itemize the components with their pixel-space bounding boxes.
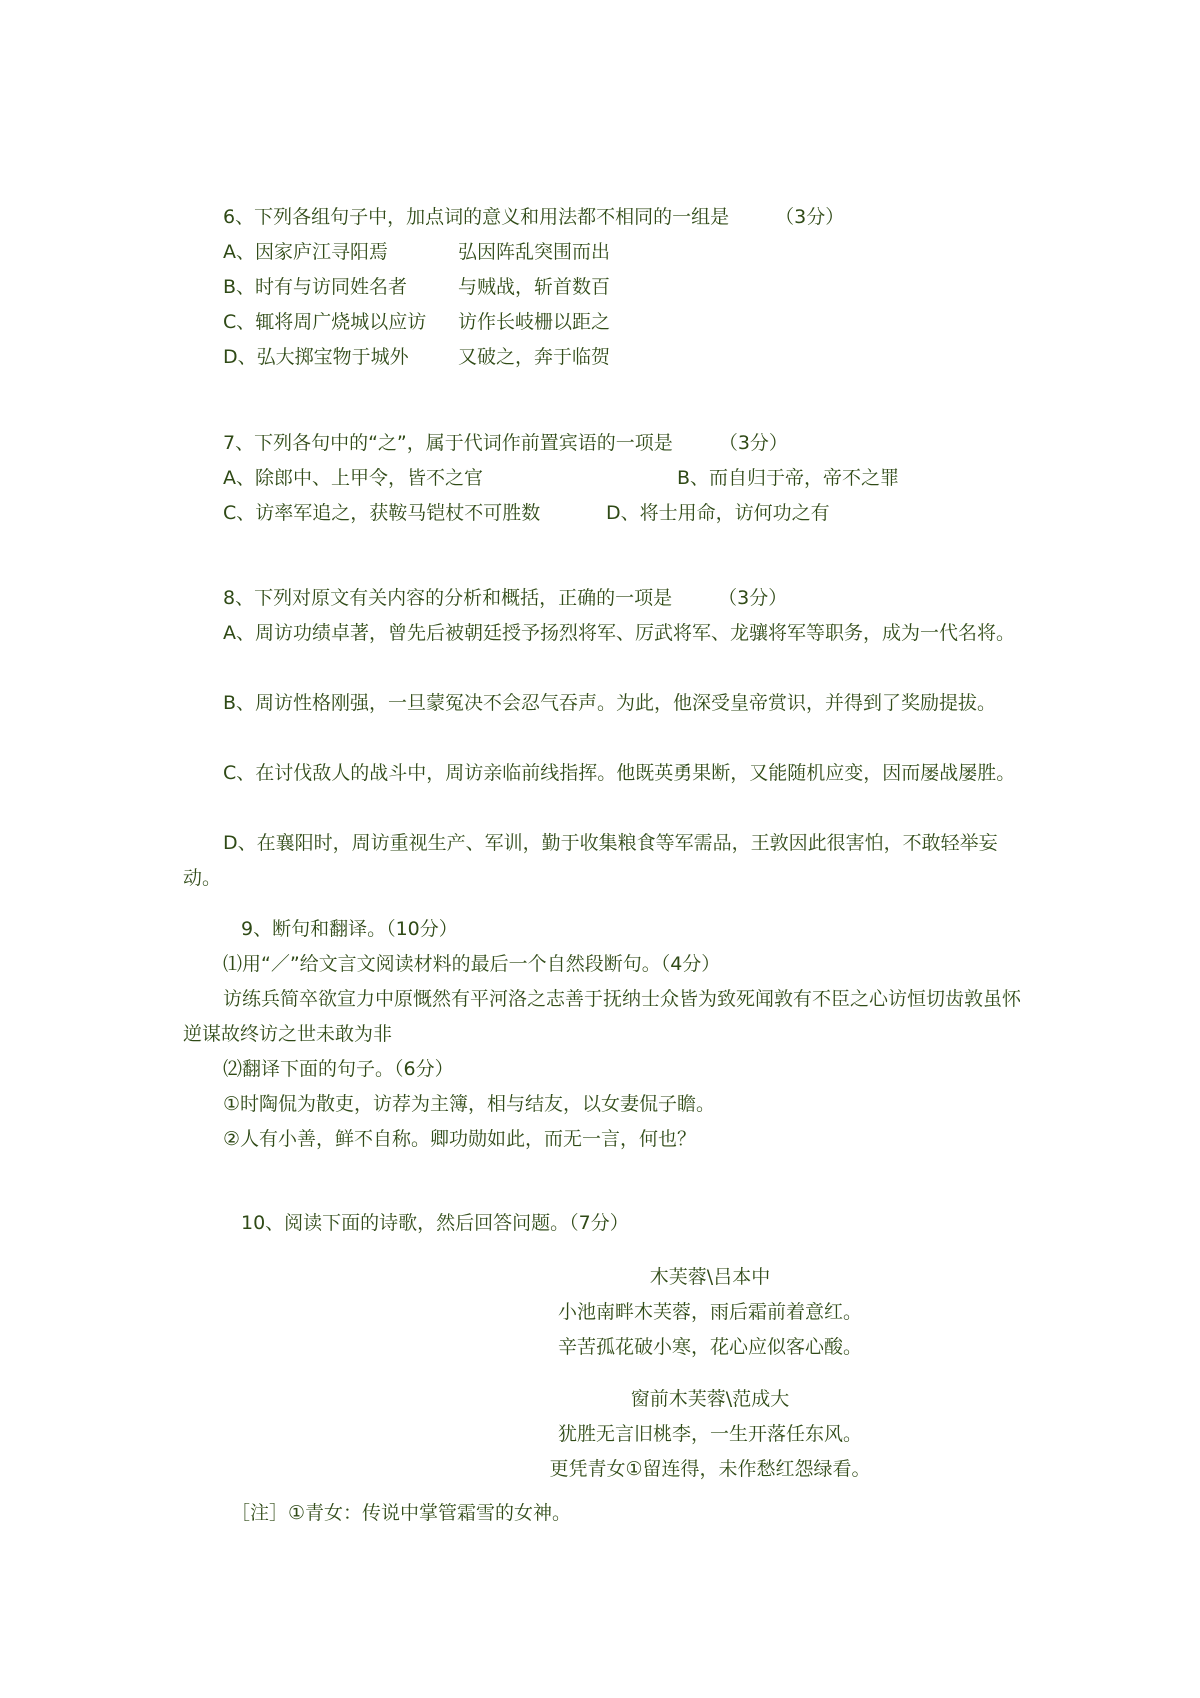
- poem2-line2: 更凭青女①留连得，未作愁红怨绿看。: [549, 1458, 871, 1480]
- q7-option-d: D、将士用命，访何功之有: [606, 502, 830, 524]
- q8-option-b: B、周访性格刚强，一旦蒙冤决不会忍气吞声。为此，他深受皇帝赏识，并得到了奖励提拔。: [223, 692, 997, 714]
- q9-stem: 9、断句和翻译。（10分）: [241, 918, 458, 940]
- q9-sentence-2: ②人有小善，鲜不自称。卿功勋如此，而无一言，何也？: [223, 1128, 697, 1150]
- q6-option-a-left: A、因家庐江寻阳焉: [223, 241, 388, 263]
- q6-option-b-right: 与贼战，斩首数百: [458, 276, 611, 298]
- q6-option-d-left: D、弘大掷宝物于城外: [223, 346, 409, 368]
- poem1-line1: 小池南畔木芙蓉，雨后霜前着意红。: [557, 1301, 862, 1323]
- q7-option-b: B、而自归于帝，帝不之罪: [677, 467, 900, 489]
- poem2-line1: 犹胜无言旧桃李，一生开落任东风。: [557, 1423, 862, 1445]
- q9-sentence-1: ①时陶侃为散吏，访荐为主簿，相与结友，以女妻侃子瞻。: [223, 1093, 716, 1115]
- q7-stem: [223, 434, 788, 453]
- q6-option-d-right: 又破之，奔于临贺: [458, 346, 611, 368]
- q9-passage: 访练兵简卒欲宣力中原慨然有平河洛之志善于抚纳士众皆为致死闻敦有不臣之心访恒切齿敦虽怀逆谋故终访之世未敢为非: [183, 988, 1022, 1045]
- q6-option-a-right: 弘因阵乱突围而出: [458, 241, 611, 263]
- q7-score: （3分）: [718, 432, 788, 454]
- q8-option-d: D、在襄阳时，周访重视生产、军训，勤于收集粮食等军需品，王敦因此很害怕，不敢轻举妄动。: [183, 832, 998, 889]
- q7-stem-text: 7、下列各句中的“之”，属于代词作前置宾语的一项是: [223, 432, 673, 454]
- q8-option-a: A、周访功绩卓著，曾先后被朝廷授予扬烈将军、厉武将军、龙骧将军等职务，成为一代名将。: [223, 622, 1016, 644]
- q8-option-c: C、在讨伐敌人的战斗中，周访亲临前线指挥。他既英勇果断，又能随机应变，因而屡战屡胜。: [223, 762, 1016, 784]
- q10-stem: 10、阅读下面的诗歌，然后回答问题。（7分）: [241, 1212, 629, 1234]
- q6-score: （3分）: [775, 206, 845, 228]
- poem1-line2: 辛苦孤花破小寒，花心应似客心酸。: [557, 1336, 862, 1358]
- q9-sub2: ⑵翻译下面的句子。（6分）: [223, 1058, 454, 1080]
- q6-option-c-right: 访作长岐栅以距之: [458, 311, 611, 333]
- poem2-title: 窗前木芙蓉\范成大: [630, 1388, 790, 1410]
- q7-option-c: C、访率军追之，获鞍马铠杖不可胜数: [223, 502, 541, 524]
- q7-option-a: A、除郎中、上甲令，皆不之官: [223, 467, 483, 489]
- q6-option-c-left: C、辄将周广烧城以应访: [223, 311, 427, 333]
- poem1-title: 木芙蓉\吕本中: [649, 1266, 771, 1288]
- q8-stem: [223, 589, 787, 608]
- q8-stem-text: 8、下列对原文有关内容的分析和概括，正确的一项是: [223, 587, 673, 609]
- q6-stem-text: 6、下列各组句子中，加点词的意义和用法都不相同的一组是: [223, 206, 730, 228]
- q9-sub1: ⑴用“／”给文言文阅读材料的最后一个自然段断句。（4分）: [223, 953, 721, 975]
- q8-score: （3分）: [718, 587, 788, 609]
- q10-note: ［注］①青女：传说中掌管霜雪的女神。: [231, 1502, 572, 1524]
- q6-stem: [223, 208, 844, 227]
- q6-option-b-left: B、时有与访同姓名者: [223, 276, 408, 298]
